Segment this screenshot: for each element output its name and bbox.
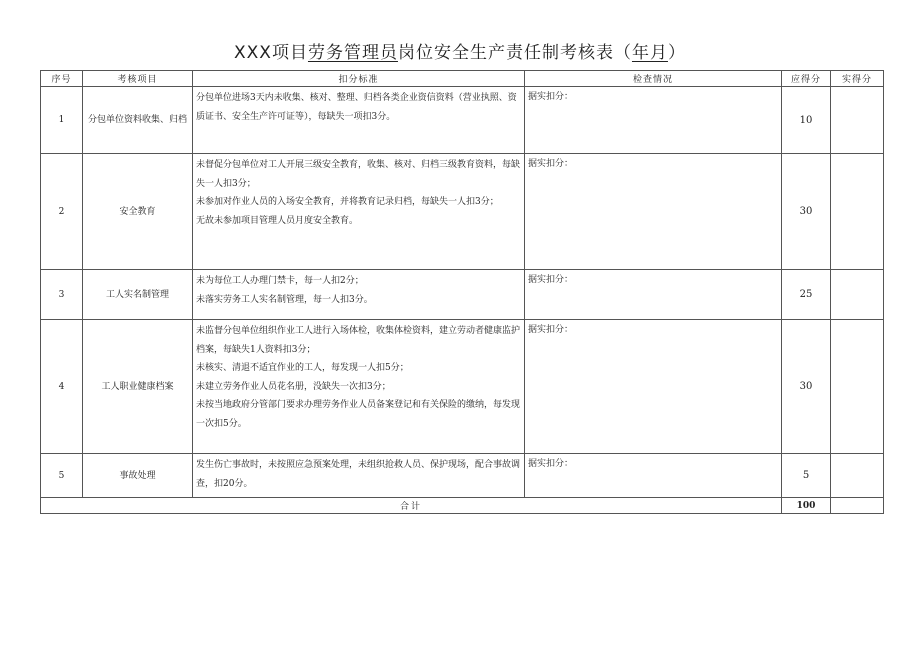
criteria-line: 未核实、清退不适宜作业的工人，每发现一人扣5分； bbox=[196, 363, 409, 373]
criteria-line: 分包单位进场3天内未收集、核对、整理、归档各类企业资信资料（营业执照、资质证书、安全生产许可证等），每缺失一项扣3分。 bbox=[196, 93, 517, 122]
table-row bbox=[41, 320, 884, 454]
total-due-score: 100 bbox=[782, 498, 831, 514]
table-row bbox=[41, 270, 884, 320]
row-criteria bbox=[193, 320, 525, 454]
inspection-cell[interactable]: 据实扣分： bbox=[525, 154, 782, 270]
criteria-line: 未参加对作业人员的入场安全教育，并将教育记录归档，每缺失一人扣3分； bbox=[196, 197, 499, 207]
inspection-cell[interactable]: 据实扣分： bbox=[525, 454, 782, 498]
row-no: 2 bbox=[41, 154, 83, 270]
total-label: 合计 bbox=[41, 498, 782, 514]
table-row bbox=[41, 87, 884, 154]
due-score: 30 bbox=[782, 154, 831, 270]
criteria-line: 未督促分包单位对工人开展三级安全教育，收集、核对、归档三级教育资料，每缺失一人扣3分； bbox=[196, 160, 521, 189]
title-suffix: ） bbox=[667, 43, 686, 63]
header-criteria: 扣分标准 bbox=[193, 71, 525, 87]
actual-score-cell[interactable] bbox=[831, 270, 884, 320]
header-row bbox=[41, 71, 884, 87]
header-due: 应得分 bbox=[782, 71, 831, 87]
row-item: 事故处理 bbox=[83, 454, 193, 498]
criteria-line: 未为每位工人办理门禁卡，每一人扣2分； bbox=[196, 276, 364, 286]
row-no: 1 bbox=[41, 87, 83, 154]
row-no: 5 bbox=[41, 454, 83, 498]
page-title bbox=[0, 38, 920, 63]
header-inspection: 检查情况 bbox=[525, 71, 782, 87]
total-row bbox=[41, 498, 884, 514]
actual-score-cell[interactable] bbox=[831, 87, 884, 154]
criteria-line: 无故未参加项目管理人员月度安全教育。 bbox=[196, 215, 359, 226]
row-item: 工人实名制管理 bbox=[83, 270, 193, 320]
criteria-line: 未落实劳务工人实名制管理，每一人扣3分。 bbox=[196, 294, 373, 305]
inspection-cell[interactable]: 据实扣分： bbox=[525, 87, 782, 154]
row-item: 工人职业健康档案 bbox=[83, 320, 193, 454]
assessment-table bbox=[40, 70, 884, 514]
actual-score-cell[interactable] bbox=[831, 320, 884, 454]
row-criteria bbox=[193, 270, 525, 320]
table-row bbox=[41, 154, 884, 270]
due-score: 25 bbox=[782, 270, 831, 320]
due-score: 5 bbox=[782, 454, 831, 498]
actual-score-cell[interactable] bbox=[831, 454, 884, 498]
actual-score-cell[interactable] bbox=[831, 154, 884, 270]
criteria-line: 未按当地政府分管部门要求办理劳务作业人员备案登记和有关保险的缴纳，每发现一次扣5分。 bbox=[196, 400, 521, 429]
title-prefix: XXX项目 bbox=[234, 43, 308, 63]
row-criteria bbox=[193, 454, 525, 498]
inspection-cell[interactable]: 据实扣分： bbox=[525, 270, 782, 320]
header-item: 考核项目 bbox=[83, 71, 193, 87]
criteria-line: 发生伤亡事故时，未按照应急预案处理，未组织抢救人员、保护现场，配合事故调查，扣20分。 bbox=[196, 460, 521, 489]
title-role[interactable]: 劳务管理员 bbox=[307, 43, 398, 63]
title-middle: 岗位安全生产责任制考核表（ bbox=[397, 43, 632, 63]
row-item: 安全教育 bbox=[83, 154, 193, 270]
row-item: 分包单位资料收集、归档 bbox=[83, 87, 193, 154]
inspection-cell[interactable]: 据实扣分： bbox=[525, 320, 782, 454]
due-score: 30 bbox=[782, 320, 831, 454]
row-no: 3 bbox=[41, 270, 83, 320]
due-score: 10 bbox=[782, 87, 831, 154]
header-no: 序号 bbox=[41, 71, 83, 87]
criteria-line: 未建立劳务作业人员花名册，没缺失一次扣3分； bbox=[196, 381, 391, 392]
total-actual-cell[interactable] bbox=[831, 498, 884, 514]
row-criteria bbox=[193, 87, 525, 154]
row-criteria bbox=[193, 154, 525, 270]
table-row bbox=[41, 454, 884, 498]
title-period[interactable]: 年月 bbox=[631, 43, 668, 63]
header-actual: 实得分 bbox=[831, 71, 884, 87]
row-no: 4 bbox=[41, 320, 83, 454]
criteria-line: 未监督分包单位组织作业工人进行入场体检，收集体检资料，建立劳动者健康监护档案，每缺失1人资料扣3分； bbox=[196, 326, 521, 355]
